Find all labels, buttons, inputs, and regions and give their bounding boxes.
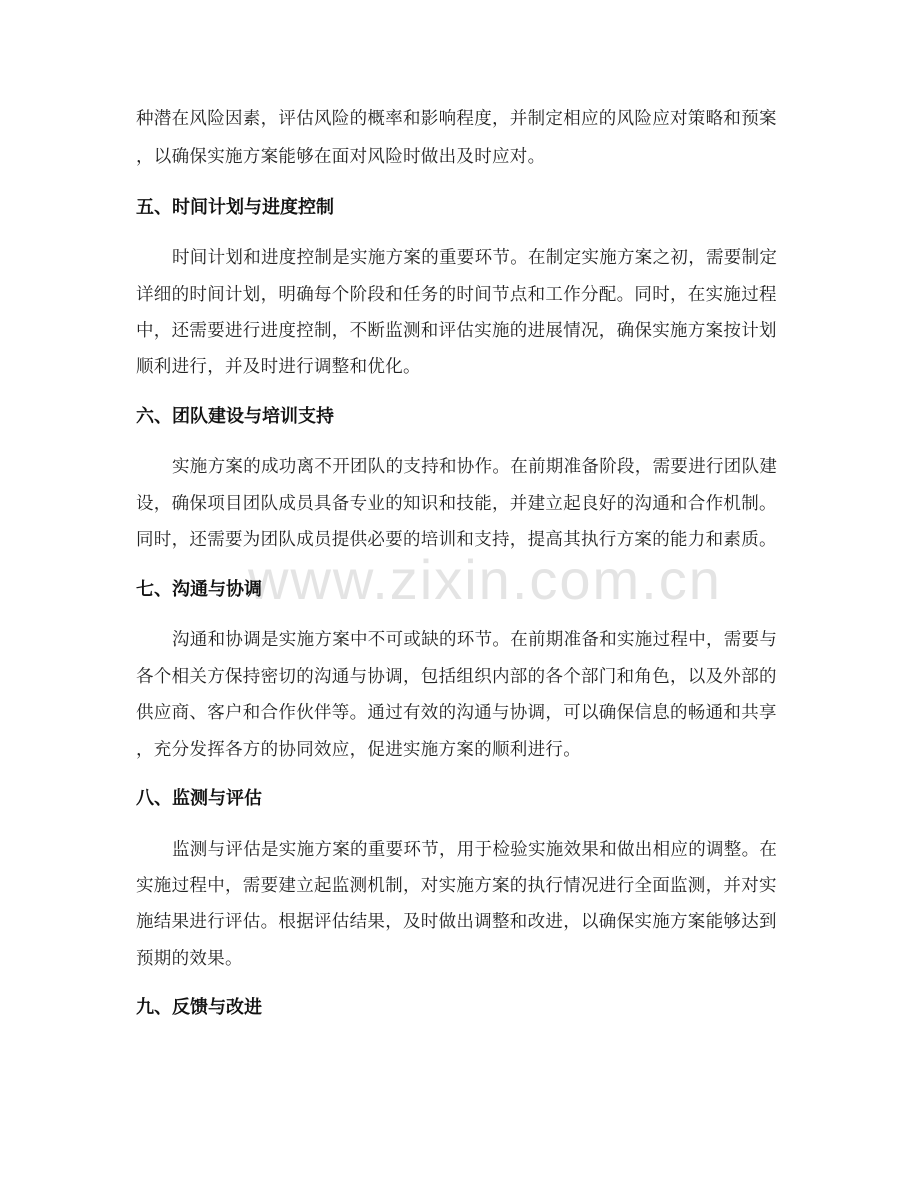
paragraph-line: 时间计划和进度控制是实施方案的重要环节。在制定实施方案之初，需要制定: [172, 248, 778, 268]
paragraph-line: 同时，还需要为团队成员提供必要的培训和支持，提高其执行方案的能力和素质。: [136, 530, 777, 550]
paragraph-line: 沟通和协调是实施方案中不可或缺的环节。在前期准备和实施过程中，需要与: [172, 630, 778, 650]
paragraph-line: 预期的效果。: [136, 949, 243, 969]
paragraph-line: 各个相关方保持密切的沟通与协调，包括组织内部的各个部门和角色，以及外部的: [136, 667, 777, 687]
paragraph-line: 监测与评估是实施方案的重要环节，用于检验实施效果和做出相应的调整。在: [172, 840, 778, 860]
paragraph-line: 详细的时间计划，明确每个阶段和任务的时间节点和工作分配。同时，在实施过程: [136, 285, 777, 305]
paragraph-line: 顺利进行，并及时进行调整和优化。: [136, 357, 421, 377]
paragraph-line: 实施过程中，需要建立起监测机制，对实施方案的执行情况进行全面监测，并对实: [136, 876, 777, 896]
section-heading: 五、时间计划与进度控制: [136, 197, 334, 218]
section-heading: 六、团队建设与培训支持: [136, 406, 334, 427]
paragraph-line: 施结果进行评估。根据评估结果，及时做出调整和改进，以确保实施方案能够达到: [136, 912, 777, 932]
paragraph-line: 供应商、客户和合作伙伴等。通过有效的沟通与协调，可以确保信息的畅通和共享: [136, 703, 777, 723]
watermark: www.zixin.com.cn: [248, 548, 722, 611]
paragraph-line: 中，还需要进行进度控制，不断监测和评估实施的进展情况，确保实施方案按计划: [136, 321, 777, 341]
paragraph-line: 设，确保项目团队成员具备专业的知识和技能，并建立起良好的沟通和合作机制。: [136, 494, 777, 514]
section-heading: 七、沟通与协调: [136, 579, 262, 600]
paragraph-line: ，以确保实施方案能够在面对风险时做出及时应对。: [136, 147, 546, 167]
paragraph-line: 种潜在风险因素，评估风险的概率和影响程度，并制定相应的风险应对策略和预案: [136, 109, 777, 129]
paragraph-line: ，充分发挥各方的协同效应，促进实施方案的顺利进行。: [136, 740, 581, 760]
section-heading: 九、反馈与改进: [136, 997, 262, 1018]
section-heading: 八、监测与评估: [136, 788, 262, 809]
paragraph-line: 实施方案的成功离不开团队的支持和协作。在前期准备阶段，需要进行团队建: [172, 457, 778, 477]
